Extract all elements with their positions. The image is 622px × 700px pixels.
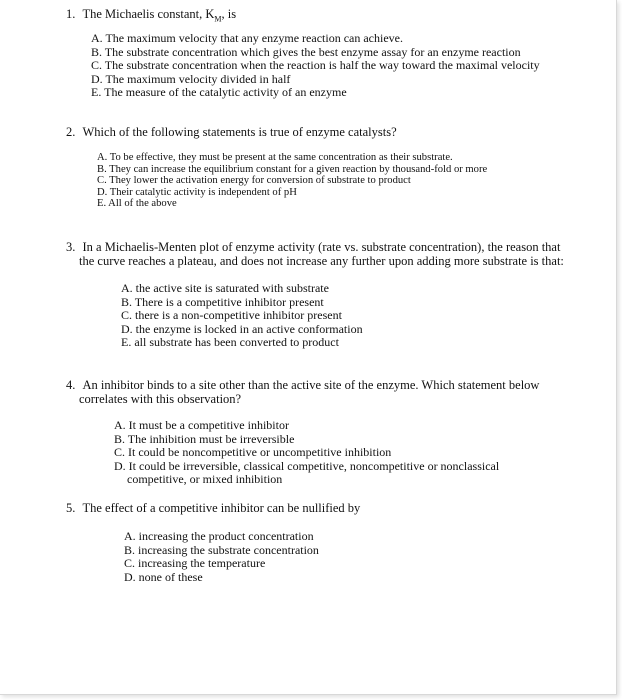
question-1 <box>66 7 236 27</box>
question-2-stem <box>66 125 397 139</box>
question-2 <box>66 125 397 139</box>
question-5-number: 5. <box>66 501 76 515</box>
question-2-option-a[interactable]: A. To be effective, they must be present at the same concentration as their substrate. <box>97 152 453 163</box>
question-4-option-b[interactable]: B. The inhibition must be irreversible <box>114 431 295 446</box>
question-1-stem-suffix: , is <box>221 7 237 21</box>
question-2-options <box>97 152 487 210</box>
question-1-stem-prefix: The Michaelis constant, K <box>82 7 215 21</box>
question-3-option-d[interactable]: D. the enzyme is locked in an active conformation <box>121 321 363 336</box>
question-1-option-d[interactable]: D. The maximum velocity divided in half <box>91 71 291 86</box>
question-3-option-e[interactable]: E. all substrate has been converted to product <box>121 335 339 350</box>
question-2-option-e[interactable]: E. All of the above <box>97 198 177 210</box>
question-4-stem-line1: An inhibitor binds to a site other than the active site of the enzyme. Which statement below <box>82 378 540 392</box>
question-3 <box>66 240 564 268</box>
question-5-option-a[interactable]: A. increasing the product concentration <box>124 529 314 543</box>
question-2-option-c[interactable]: C. They lower the activation energy for conversion of substrate to product <box>97 175 411 187</box>
question-4-option-d[interactable]: D. It could be irreversible, classical competitive, noncompetitive or nonclassical <box>114 458 500 473</box>
question-1-option-b[interactable]: B. The substrate concentration which gives the best enzyme assay for an enzyme reaction <box>91 44 521 59</box>
question-2-number: 2. <box>66 125 76 139</box>
question-3-number: 3. <box>66 240 76 254</box>
question-2-option-d[interactable]: D. Their catalytic activity is independent of pH <box>97 186 297 198</box>
question-4-number: 4. <box>66 378 76 392</box>
question-5-stem-text: The effect of a competitive inhibitor can be nullified by <box>82 501 361 515</box>
question-4 <box>66 378 539 406</box>
question-5 <box>66 501 360 515</box>
question-1-option-a[interactable]: A. The maximum velocity that any enzyme reaction can achieve. <box>91 31 403 45</box>
question-3-stem <box>66 240 564 254</box>
question-1-number: 1. <box>66 7 76 21</box>
question-3-option-b[interactable]: B. There is a competitive inhibitor present <box>121 294 324 309</box>
question-4-stem-line2: correlates with this observation? <box>79 392 242 406</box>
question-3-options <box>121 282 363 350</box>
question-1-option-c[interactable]: C. The substrate concentration when the reaction is half the way toward the maximal velocity <box>91 58 540 73</box>
question-1-options <box>91 32 540 100</box>
question-4-option-d-continued: competitive, or mixed inhibition <box>127 472 283 487</box>
question-3-option-c[interactable]: C. there is a non-competitive inhibitor present <box>121 308 342 323</box>
question-3-option-a[interactable]: A. the active site is saturated with substrate <box>121 281 329 295</box>
question-4-option-a[interactable]: A. It must be a competitive inhibitor <box>114 418 289 432</box>
question-5-stem <box>66 501 360 515</box>
question-4-option-c[interactable]: C. It could be noncompetitive or uncompetitive inhibition <box>114 445 392 460</box>
question-5-option-d[interactable]: D. none of these <box>124 569 203 584</box>
question-5-option-b[interactable]: B. increasing the substrate concentration <box>124 542 319 557</box>
question-1-stem-subscript: M <box>214 14 222 24</box>
question-3-stem-line1: In a Michaelis-Menten plot of enzyme activity (rate vs. substrate concentration), the reason that <box>82 240 561 254</box>
question-1-stem <box>66 7 236 27</box>
question-4-stem <box>66 378 539 392</box>
question-3-stem-line2: the curve reaches a plateau, and does not increase any further upon adding more substrate is that: <box>79 254 564 268</box>
question-1-option-e[interactable]: E. The measure of the catalytic activity of an enzyme <box>91 85 347 100</box>
question-5-options <box>124 530 319 584</box>
question-2-option-b[interactable]: B. They can increase the equilibrium constant for a given reaction by thousand-fold or more <box>97 163 488 175</box>
question-5-option-c[interactable]: C. increasing the temperature <box>124 556 266 571</box>
question-4-options <box>114 419 499 487</box>
question-2-stem-text: Which of the following statements is true of enzyme catalysts? <box>82 125 397 139</box>
